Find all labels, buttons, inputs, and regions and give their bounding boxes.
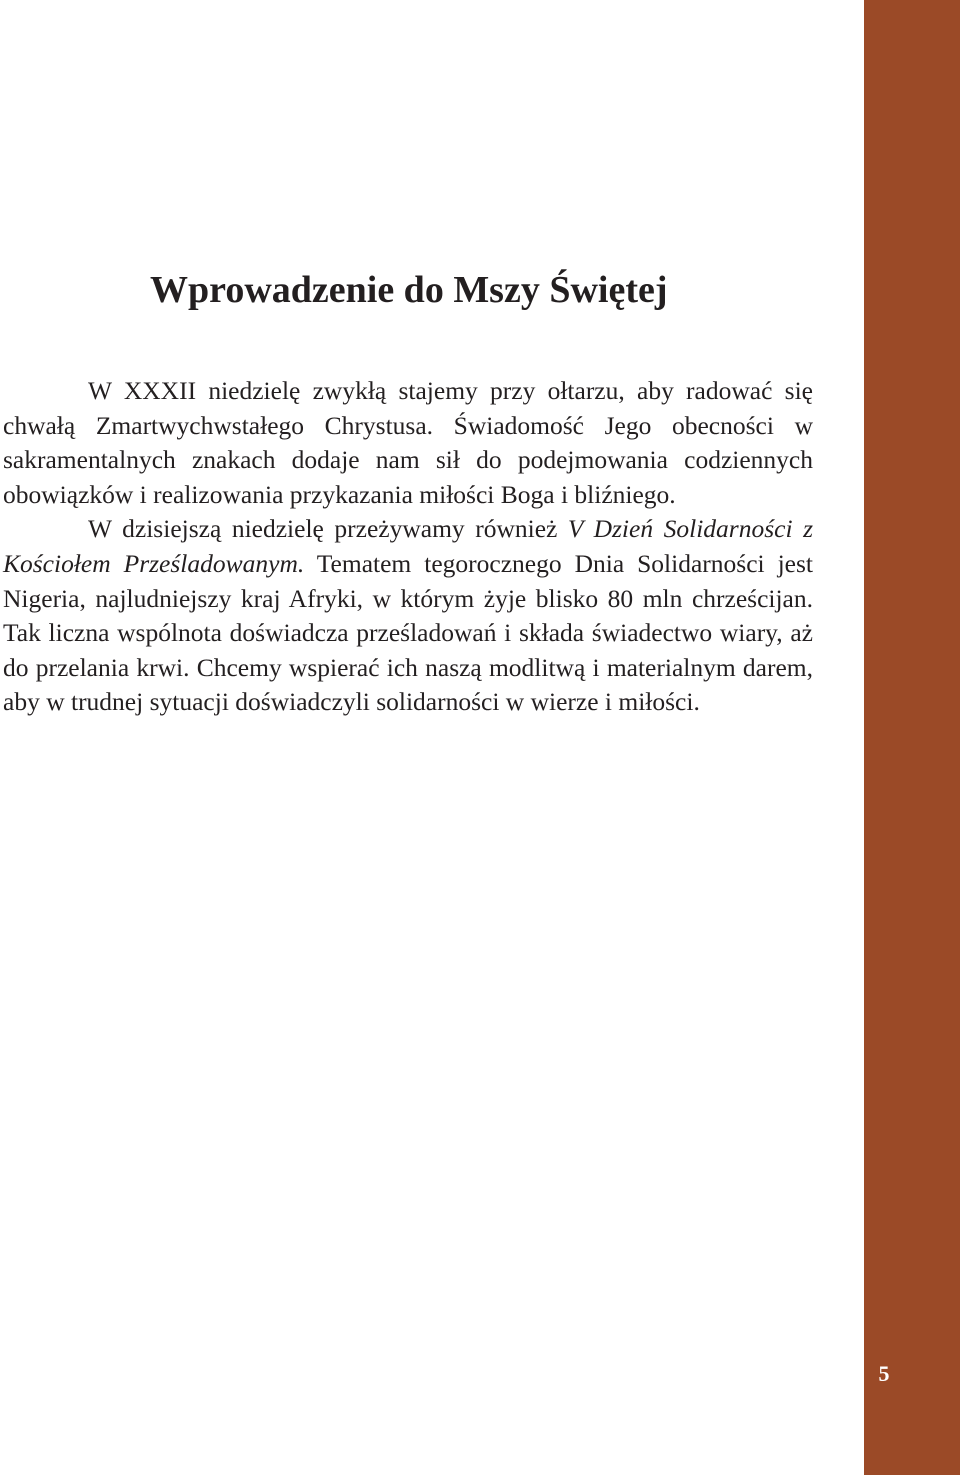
paragraph-2-rest: Tematem tegorocznego Dnia Solidarności jest Nigeria, najludniejszy kraj Afryki, w którym żyje blisko 80 mln chrześcijan. Tak liczna wspólnota doświadcza prześladowań i składa świadectwo wiary, aż do przelania krwi. Chcemy wspierać ich naszą modlitwą i materialnym darem, aby w trudnej sytuacji doświadczyli solidarności w wierze i miłości. bbox=[3, 548, 813, 717]
page-number: 5 bbox=[878, 1361, 890, 1386]
paragraph-2 bbox=[3, 512, 813, 720]
solidarity-day-title: V Dzień Solidarności z Kościołem Prześladowanym. bbox=[3, 514, 814, 578]
side-color-band bbox=[864, 0, 960, 1475]
paragraph-2-lead: W dzisiejszą niedzielę przeżywamy również bbox=[88, 514, 568, 544]
intro-text bbox=[3, 374, 813, 720]
page-title: Wprowadzenie do Mszy Świętej bbox=[150, 269, 668, 311]
paragraph-1: W XXXII niedzielę zwykłą stajemy przy ołtarzu, aby radować się chwałą Zmartwychwstałego Chrystusa. Świadomość Jego obecności w sakramentalnych znakach dodaje nam sił do podejmowania codziennych obowiązków i realizowania przykazania miłości Boga i bliźniego. bbox=[3, 376, 813, 509]
